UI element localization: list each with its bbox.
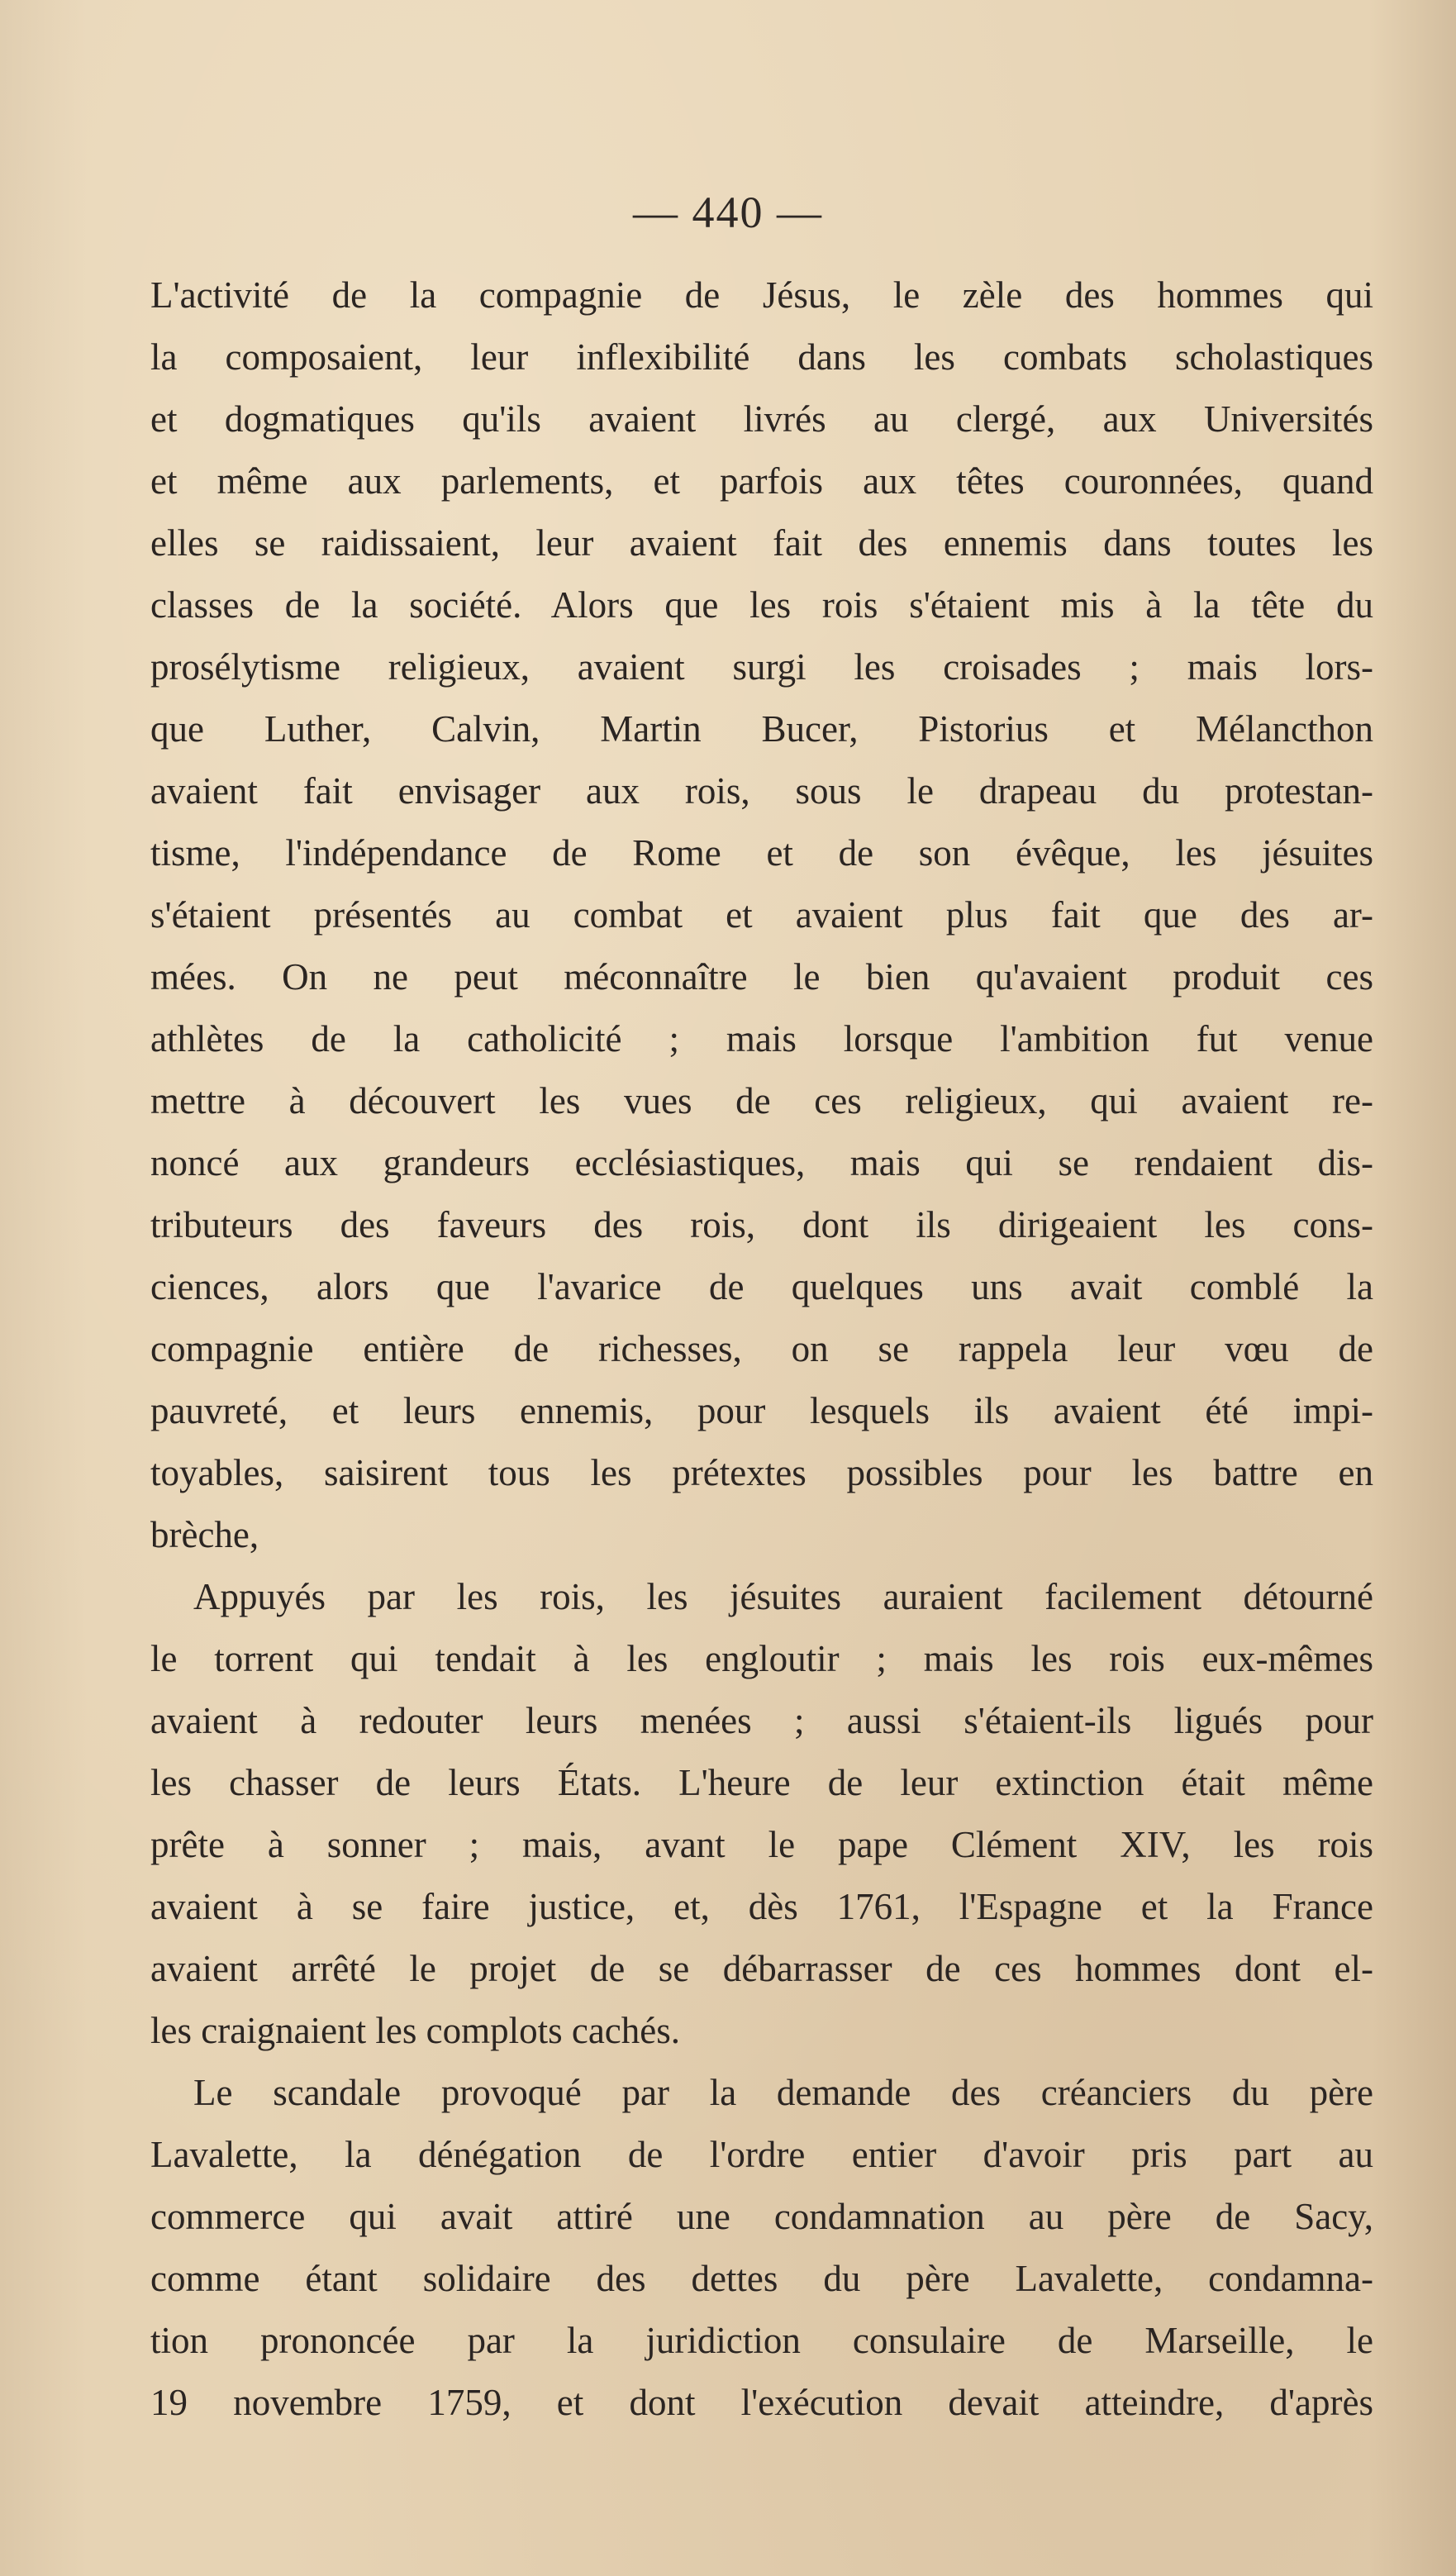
text-line: noncé aux grandeurs ecclésiastiques, mais qui se rendaient dis- xyxy=(150,1142,1373,1183)
text-line: Appuyés par les rois, les jésuites auraient facilement détourné xyxy=(193,1576,1373,1617)
text-line: 19 novembre 1759, et dont l'exécution devait atteindre, d'après xyxy=(150,2382,1373,2423)
text-line: que Luther, Calvin, Martin Bucer, Pistorius et Mélancthon xyxy=(150,708,1373,750)
text-line: les chasser de leurs États. L'heure de leur extinction était même xyxy=(150,1762,1373,1803)
text-line: ciences, alors que l'avarice de quelques uns avait comblé la xyxy=(150,1266,1373,1307)
text-line: commerce qui avait attiré une condamnation au père de Sacy, xyxy=(150,2196,1373,2237)
text-line: tion prononcée par la juridiction consulaire de Marseille, le xyxy=(150,2320,1373,2361)
text-line: s'étaient présentés au combat et avaient plus fait que des ar- xyxy=(150,894,1373,936)
text-line: toyables, saisirent tous les prétextes possibles pour les battre en xyxy=(150,1452,1373,1493)
text-line: mettre à découvert les vues de ces religieux, qui avaient re- xyxy=(150,1080,1373,1121)
text-line: avaient à se faire justice, et, dès 1761, l'Espagne et la France xyxy=(150,1886,1373,1927)
text-line: mées. On ne peut méconnaître le bien qu'avaient produit ces xyxy=(150,956,1373,998)
text-line: et même aux parlements, et parfois aux têtes couronnées, quand xyxy=(150,460,1373,502)
page-number: — 440 — xyxy=(633,188,823,237)
text-line: compagnie entière de richesses, on se rappela leur vœu de xyxy=(150,1328,1373,1369)
text-line: Lavalette, la dénégation de l'ordre entier d'avoir pris part au xyxy=(150,2134,1373,2175)
text-line: avaient à redouter leurs menées ; aussi s'étaient-ils ligués pour xyxy=(150,1700,1373,1741)
text-line: pauvreté, et leurs ennemis, pour lesquels ils avaient été impi- xyxy=(150,1390,1373,1431)
text-line: Le scandale provoqué par la demande des créanciers du père xyxy=(193,2072,1373,2113)
text-line: tributeurs des faveurs des rois, dont ils dirigeaient les cons- xyxy=(150,1204,1373,1245)
text-line: athlètes de la catholicité ; mais lorsque l'ambition fut venue xyxy=(150,1018,1373,1059)
text-line: avaient arrêté le projet de se débarrasser de ces hommes dont el- xyxy=(150,1948,1373,1989)
text-line: comme étant solidaire des dettes du père Lavalette, condamna- xyxy=(150,2258,1373,2299)
text-line: tisme, l'indépendance de Rome et de son évêque, les jésuites xyxy=(150,832,1373,874)
text-line: prête à sonner ; mais, avant le pape Clément XIV, les rois xyxy=(150,1824,1373,1865)
text-line: classes de la société. Alors que les rois s'étaient mis à la tête du xyxy=(150,584,1373,626)
text-line: brèche, xyxy=(150,1514,259,1555)
text-line: les craignaient les complots cachés. xyxy=(150,2010,681,2051)
text-line: L'activité de la compagnie de Jésus, le zèle des hommes qui xyxy=(150,274,1373,316)
text-line: et dogmatiques qu'ils avaient livrés au clergé, aux Universités xyxy=(150,398,1373,440)
text-line: la composaient, leur inflexibilité dans les combats scholastiques xyxy=(150,336,1373,378)
text-line: avaient fait envisager aux rois, sous le drapeau du protestan- xyxy=(150,770,1373,812)
text-line: elles se raidissaient, leur avaient fait des ennemis dans toutes les xyxy=(150,522,1373,564)
text-line: prosélytisme religieux, avaient surgi les croisades ; mais lors- xyxy=(150,646,1373,688)
text-line: le torrent qui tendait à les engloutir ; mais les rois eux-mêmes xyxy=(150,1638,1373,1679)
body-text xyxy=(150,264,1373,2434)
